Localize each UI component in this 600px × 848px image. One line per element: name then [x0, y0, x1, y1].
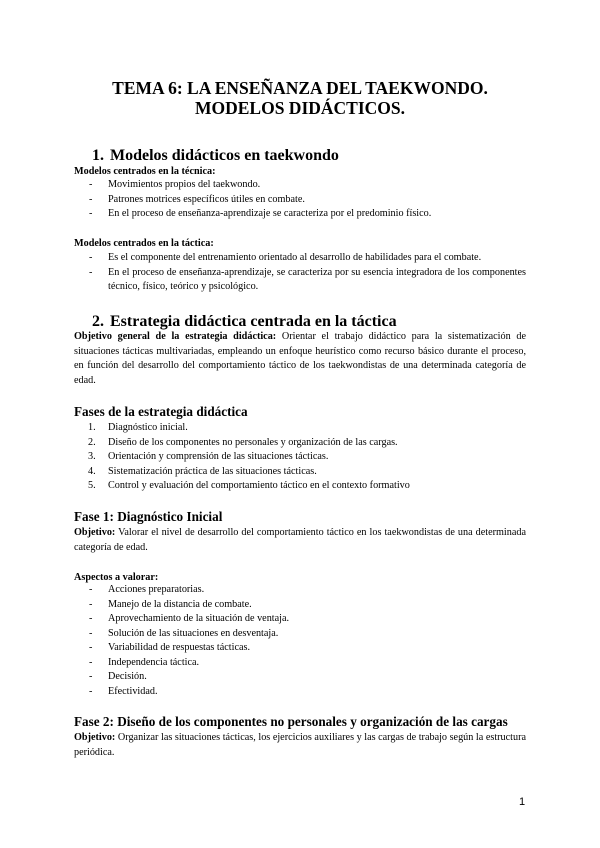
- list-item: 1. Diagnóstico inicial.: [88, 422, 188, 433]
- list-item: - Efectividad.: [74, 685, 526, 700]
- section-2-title: Estrategia didáctica centrada en la táctica: [110, 313, 397, 330]
- list-item: 3. Orientación y comprensión de las situaciones tácticas.: [88, 451, 329, 462]
- general-objective-label: Objetivo general de la estrategia didáctica:: [74, 331, 277, 342]
- section-2-heading: [92, 312, 397, 332]
- phases-list: [74, 421, 526, 494]
- tecnica-list: [74, 178, 526, 222]
- list-item: 4. Sistematización práctica de las situaciones tácticas.: [88, 465, 317, 477]
- list-item: - Es el componente del entrenamiento orientado al desarrollo de habilidades para el combate.: [74, 251, 526, 266]
- document-title-line-1: TEMA 6: LA ENSEÑANZA DEL TAEKWONDO.: [112, 78, 488, 98]
- list-item: - En el proceso de enseñanza-aprendizaje se caracteriza por el predominio físico.: [74, 207, 526, 222]
- tecnica-label: Modelos centrados en la técnica:: [74, 166, 216, 177]
- fase-2-objective-paragraph: [74, 731, 526, 760]
- list-item: - Manejo de la distancia de combate.: [74, 598, 526, 613]
- list-item: 5. Control y evaluación del comportamiento táctico en el contexto formativo: [88, 480, 410, 491]
- tactica-label: Modelos centrados en la táctica:: [74, 238, 214, 249]
- list-item: - Acciones preparatorias.: [74, 583, 526, 598]
- aspects-label: Aspectos a valorar:: [74, 572, 159, 583]
- fase-1-objective-text: Valorar el nivel de desarrollo del comportamiento táctico en los taekwondistas de una determinada categoría de edad.: [74, 527, 526, 553]
- general-objective-text: Orientar el trabajo didáctico para la sistematización de situaciones tácticas multivariadas, empleando un enfoque heurístico como recurso básico durante el proceso, en función del desarrollo del comportamiento táctico de los taekwondistas de una determinada categoría de edad.: [74, 331, 526, 386]
- fase-2-objective-text: Organizar las situaciones tácticas, los ejercicios auxiliares y las cargas de trabajo según la estructura periódica.: [74, 732, 526, 758]
- fase-1-objective-label: Objetivo:: [74, 527, 116, 538]
- list-item: - Independencia táctica.: [74, 656, 526, 671]
- list-item: - Decisión.: [74, 670, 526, 685]
- list-item: 2. Diseño de los componentes no personales y organización de las cargas.: [88, 436, 398, 448]
- fase-2-objective-label: Objetivo:: [74, 732, 116, 743]
- list-item: - Solución de las situaciones en desventaja.: [74, 627, 526, 642]
- phases-heading: Fases de la estrategia didáctica: [74, 404, 248, 419]
- fase-1-heading: Fase 1: Diagnóstico Inicial: [74, 509, 223, 524]
- fase-1-objective-paragraph: [74, 526, 526, 555]
- document-title-line-2: MODELOS DIDÁCTICOS.: [194, 98, 406, 118]
- list-item: - Aprovechamiento de la situación de ventaja.: [74, 612, 526, 627]
- section-1-number: 1.: [92, 147, 104, 164]
- list-item: - Patrones motrices específicos útiles en combate.: [74, 193, 526, 208]
- tactica-list: [74, 251, 526, 295]
- section-1-title: Modelos didácticos en taekwondo: [110, 147, 339, 164]
- list-item: - En el proceso de enseñanza-aprendizaje, se caracteriza por su esencia integradora de los componentes técnico, físico, teórico y psicológico.: [74, 266, 526, 295]
- fase-2-heading: Fase 2: Diseño de los componentes no personales y organización de las cargas: [74, 714, 508, 729]
- page-number: 1: [519, 796, 526, 808]
- aspects-list: [74, 583, 526, 699]
- section-1-heading: [92, 146, 339, 166]
- list-item: - Movimientos propios del taekwondo.: [74, 178, 526, 193]
- general-objective-paragraph: [74, 330, 526, 388]
- list-item: - Variabilidad de respuestas tácticas.: [74, 641, 526, 656]
- section-2-number: 2.: [92, 313, 104, 330]
